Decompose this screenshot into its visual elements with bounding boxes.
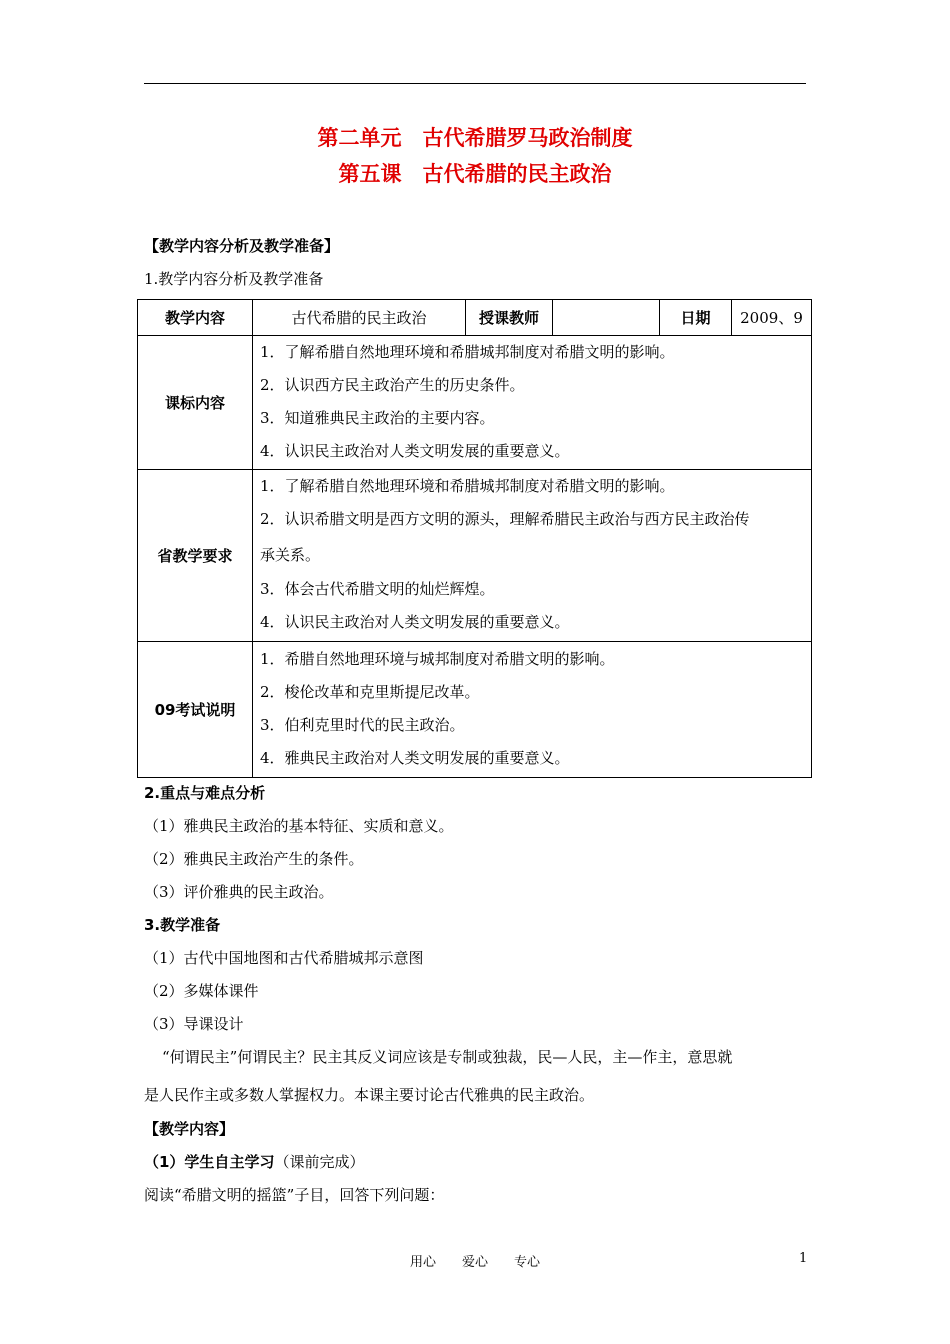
cell-teacher-value bbox=[553, 300, 660, 336]
reading-task: 阅读“希腊文明的摇篮”子目，回答下列问题： bbox=[144, 1186, 445, 1204]
section-heading-key-points: 2.重点与难点分析 bbox=[144, 784, 266, 802]
list-item: （3）导课设计 bbox=[144, 1015, 244, 1033]
list-item: （1）雅典民主政治的基本特征、实质和意义。 bbox=[144, 817, 454, 835]
row-label-curriculum: 课标内容 bbox=[138, 336, 253, 470]
section-heading-analysis: 【教学内容分析及教学准备】 bbox=[144, 237, 340, 255]
cell-date-value: 2009、9 bbox=[732, 300, 812, 336]
list-item: 4．认识民主政治对人类文明发展的重要意义。 bbox=[260, 441, 570, 460]
self-study-heading bbox=[144, 1151, 364, 1172]
intro-paragraph-line: “何谓民主”何谓民主？民主其反义词应该是专制或独裁，民—人民，主—作主，意思就 bbox=[162, 1048, 733, 1066]
list-item: 2．认识希腊文明是西方文明的源头，理解希腊民主政治与西方民主政治传 bbox=[260, 510, 750, 528]
list-item: 1．了解希腊自然地理环境和希腊城邦制度对希腊文明的影响。 bbox=[260, 477, 675, 495]
table-header-row bbox=[138, 300, 812, 336]
list-item: 3．伯利克里时代的民主政治。 bbox=[260, 715, 465, 734]
list-item: 1．了解希腊自然地理环境和希腊城邦制度对希腊文明的影响。 bbox=[260, 342, 675, 361]
table-row bbox=[138, 336, 812, 470]
self-study-note: （课前完成） bbox=[274, 1153, 365, 1171]
section-heading-preparation: 3.教学准备 bbox=[144, 916, 221, 934]
row-items-curriculum bbox=[253, 336, 812, 470]
list-item: 4．认识民主政治对人类文明发展的重要意义。 bbox=[260, 613, 570, 631]
table-row bbox=[138, 470, 812, 642]
list-item: （1）古代中国地图和古代希腊城邦示意图 bbox=[144, 949, 424, 967]
list-item: 承关系。 bbox=[260, 546, 321, 564]
list-item: （2）多媒体课件 bbox=[144, 982, 259, 1000]
row-label-provincial: 省教学要求 bbox=[138, 470, 253, 642]
list-item: 2．认识西方民主政治产生的历史条件。 bbox=[260, 375, 525, 394]
self-study-label: （1）学生自主学习 bbox=[144, 1153, 275, 1171]
table-row bbox=[138, 642, 812, 778]
section-subheading-analysis: 1.教学内容分析及教学准备 bbox=[144, 270, 324, 288]
intro-paragraph-line: 是人民作主或多数人掌握权力。本课主要讨论古代雅典的民主政治。 bbox=[144, 1086, 595, 1104]
list-item: 3．体会古代希腊文明的灿烂辉煌。 bbox=[260, 580, 495, 598]
unit-title: 第二单元 古代希腊罗马政治制度 bbox=[317, 126, 633, 150]
list-item: 3．知道雅典民主政治的主要内容。 bbox=[260, 408, 495, 427]
lesson-title: 第五课 古代希腊的民主政治 bbox=[338, 162, 612, 186]
page-footer: 用心 爱心 专心 bbox=[409, 1255, 540, 1270]
row-items-exam bbox=[253, 642, 812, 778]
page-number: 1 bbox=[799, 1251, 808, 1266]
list-item: 1．希腊自然地理环境与城邦制度对希腊文明的影响。 bbox=[260, 649, 615, 668]
list-item: （2）雅典民主政治产生的条件。 bbox=[144, 850, 364, 868]
list-item: 2．梭伦改革和克里斯提尼改革。 bbox=[260, 682, 480, 701]
cell-content-label: 教学内容 bbox=[138, 300, 253, 336]
header-rule bbox=[144, 83, 806, 84]
cell-date-label: 日期 bbox=[660, 300, 732, 336]
row-label-exam: 09考试说明 bbox=[138, 642, 253, 778]
list-item: 4．雅典民主政治对人类文明发展的重要意义。 bbox=[260, 748, 570, 767]
section-heading-content: 【教学内容】 bbox=[144, 1120, 235, 1138]
row-items-provincial bbox=[253, 470, 812, 642]
list-item: （3）评价雅典的民主政治。 bbox=[144, 883, 334, 901]
lesson-info-table bbox=[137, 299, 812, 778]
cell-teacher-label: 授课教师 bbox=[466, 300, 553, 336]
cell-content-value: 古代希腊的民主政治 bbox=[253, 300, 466, 336]
